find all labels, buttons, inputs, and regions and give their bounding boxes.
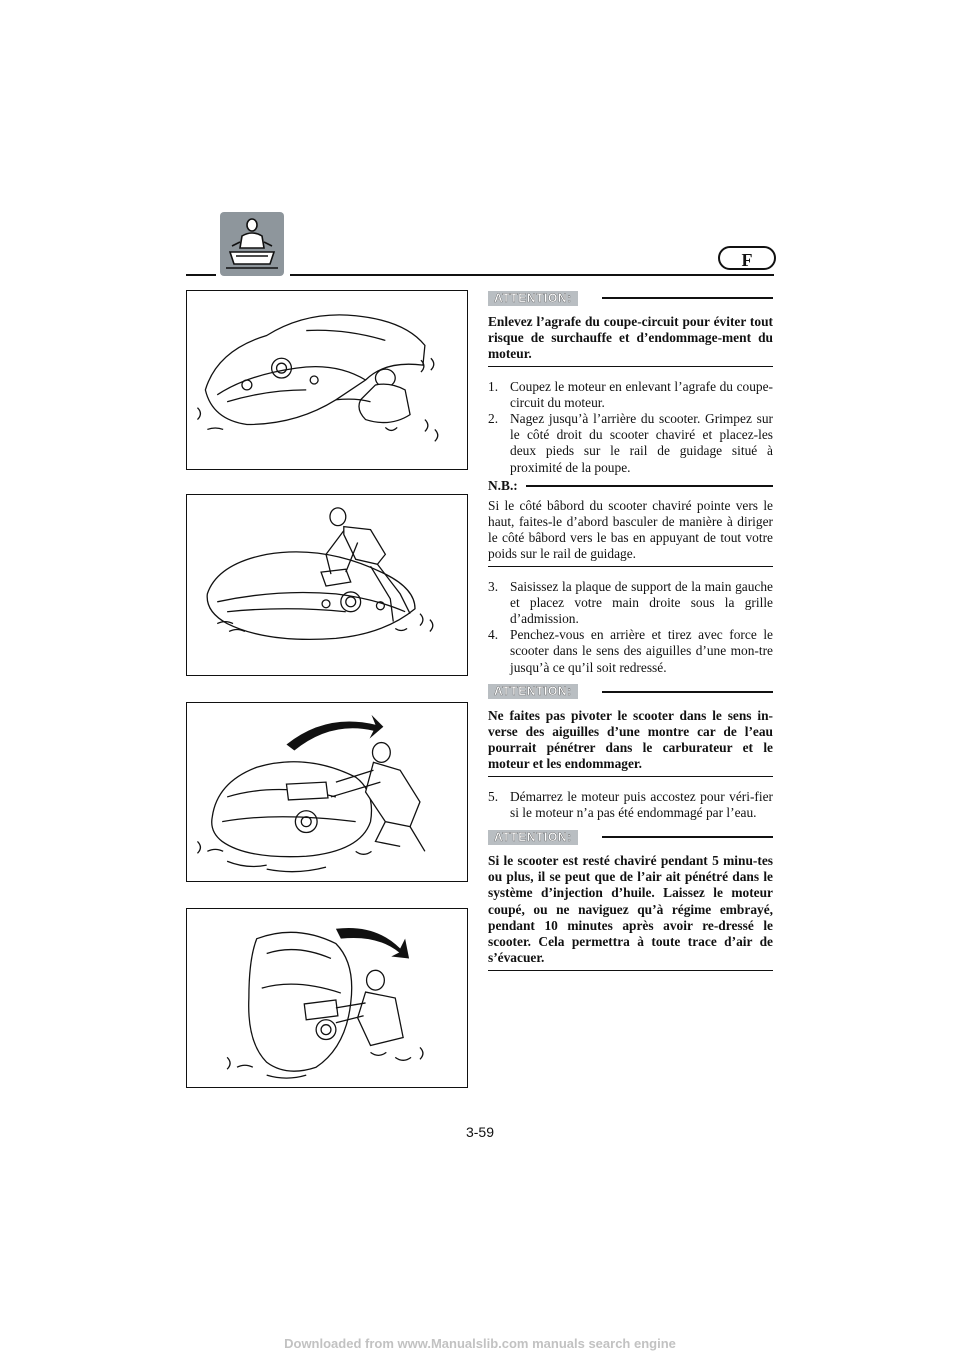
boarding-capsized-watercraft-illustration [186, 494, 468, 676]
step-text: Penchez-vous en arrière et tirez avec force le scooter dans le sens des aiguilles d’une mon-tre jusqu’à ce qu’il soit redressé. [510, 627, 773, 675]
attention-label: ATTENTION: [488, 684, 578, 699]
note-header [488, 478, 773, 494]
step-text: Nagez jusqu’à l’arrière du scooter. Grimpez sur le côté droit du scooter chaviré et placez-les deux pieds sur le rail de guidage situé à proximité de la poupe. [510, 411, 773, 475]
note-text: Si le côté bâbord du scooter chaviré pointe vers le haut, faites-le d’abord basculer de manière à diriger le côté bâbord vers le bas en appuyant de tout votre poids sur le rail de guidage. [488, 498, 773, 567]
step-text: Démarrez le moteur puis accostez pour véri-fier si le moteur n’a pas été endommagé par l’eau. [510, 788, 773, 820]
header-rule-left [186, 274, 216, 276]
attention-rule [602, 836, 773, 838]
step-text: Saisissez la plaque de support de la main gauche et placez votre main droite sous la grille d’admission. [510, 578, 773, 627]
step-item [488, 379, 773, 411]
step-item [488, 579, 773, 628]
step-number: 1. [488, 378, 499, 394]
watercraft-rider-icon [220, 212, 284, 276]
footer-watermark: Downloaded from www.Manualslib.com manuals search engine [284, 1336, 676, 1351]
attention-header [488, 290, 773, 306]
step-text: Coupez le moteur en enlevant l’agrafe du coupe-circuit du moteur. [510, 378, 773, 410]
attention-label: ATTENTION: [488, 291, 578, 306]
note-label: N.B.: [488, 477, 518, 493]
capsized-watercraft-illustration [186, 290, 468, 470]
step-item [488, 789, 773, 821]
header-rule-right [290, 274, 774, 276]
note-rule [526, 485, 773, 487]
step-item [488, 627, 773, 676]
step-number: 4. [488, 627, 499, 643]
step-number: 3. [488, 578, 499, 594]
attention-text: Ne faites pas pivoter le scooter dans le sens in-verse des aiguilles d’une montre car de l’eau pourrait pénétrer dans le carburateur et le moteur et les endommager. [488, 708, 773, 777]
language-badge: F [718, 246, 776, 270]
attention-text: Enlevez l’agrafe du coupe-circuit pour éviter tout risque de surchauffe et d’endommage-ment du moteur. [488, 314, 773, 367]
instructions-column [488, 290, 773, 983]
page-number: 3-59 [465, 1124, 495, 1140]
attention-header [488, 684, 773, 700]
step-item [488, 411, 773, 476]
step-number: 5. [488, 788, 499, 804]
righting-watercraft-illustration [186, 702, 468, 882]
step-number: 2. [488, 411, 499, 427]
attention-rule [602, 297, 773, 299]
attention-header [488, 829, 773, 845]
attention-text: Si le scooter est resté chaviré pendant 5 minu-tes ou plus, il se peut que de l’air ait pénétré dans le système d’injection d’huile. Laissez le moteur coupé, ou ne naviguez qu’à régime embrayé, pendant 10 minutes après avoir re-dressé le scooter. Cela permettra à toute trace d’air de s’évacuer. [488, 853, 773, 970]
attention-rule [602, 691, 773, 693]
attention-label: ATTENTION: [488, 830, 578, 845]
righted-watercraft-illustration [186, 908, 468, 1088]
